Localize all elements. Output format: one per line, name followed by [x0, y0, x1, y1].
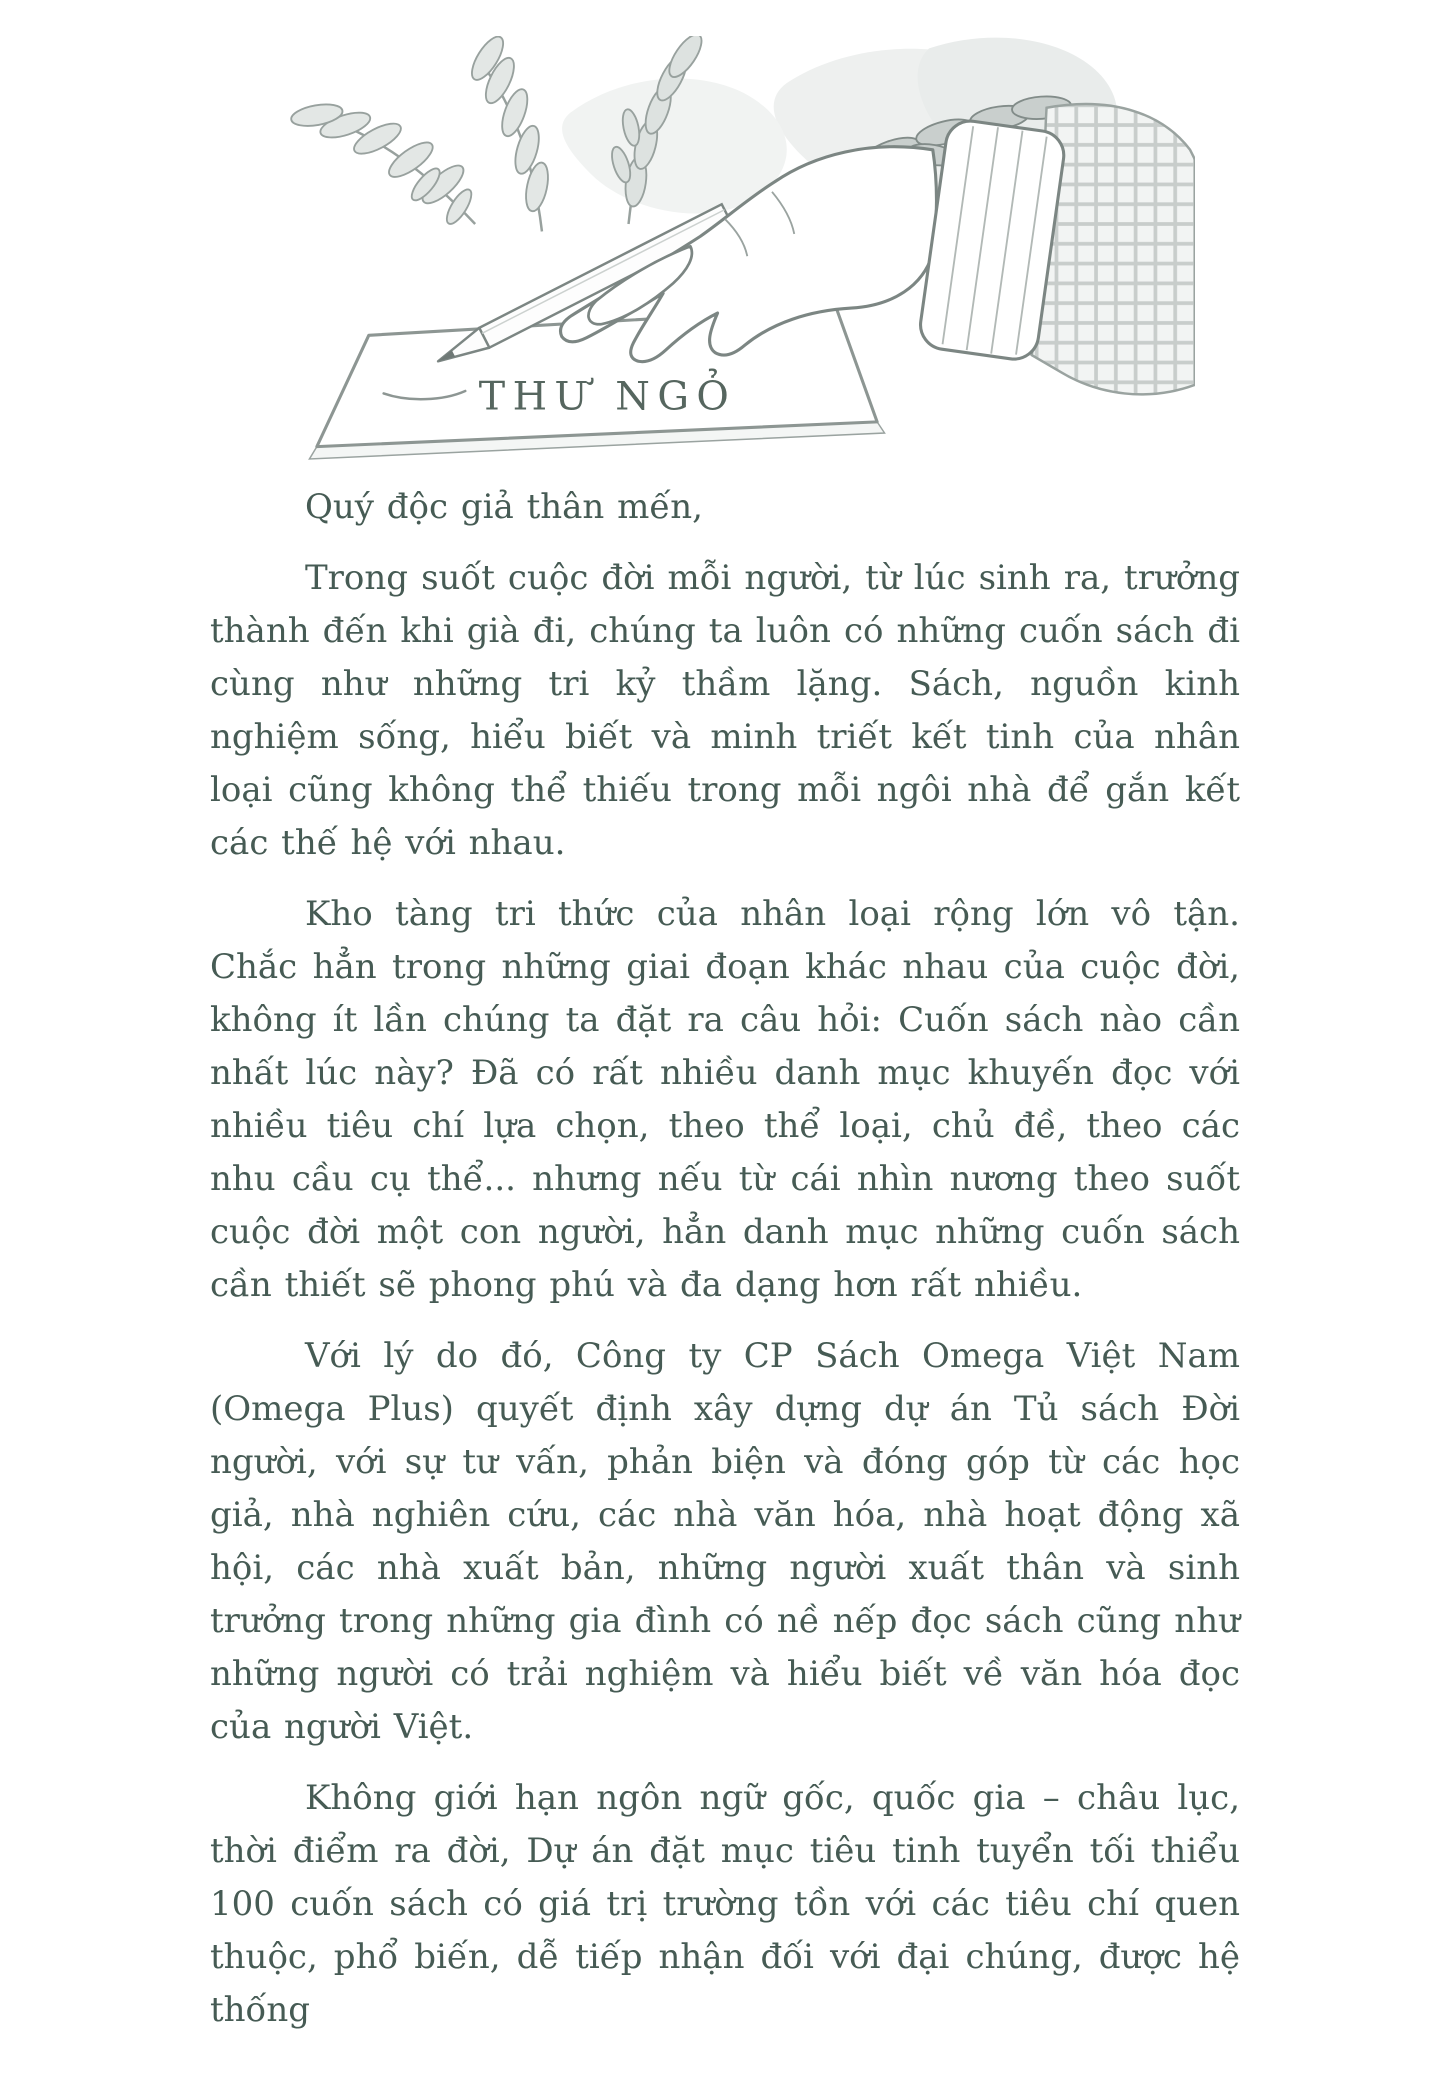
chapter-title: THƯ NGỎ [478, 373, 737, 420]
header-illustration [255, 36, 1195, 463]
paragraph-2: Kho tàng tri thức của nhân loại rộng lớn vô tận. Chắc hẳn trong những giai đoạn khác nhau của cuộc đời, không ít lần chúng ta đặt ra câu hỏi: Cuốn sách nào cần nhất lúc này? Đã có rất nhiều danh mục khuyến đọc với nhiều tiêu chí lựa chọn, theo thể loại, chủ đề, theo các nhu cầu cụ thể... nhưng nếu từ cái nhìn nương theo suốt cuộc đời một con người, hẳn danh mục những cuốn sách cần thiết sẽ phong phú và đa dạng hơn rất nhiều. [210, 893, 1240, 1305]
letter-body [210, 481, 1240, 2037]
paragraph-1: Trong suốt cuộc đời mỗi người, từ lúc sinh ra, trưởng thành đến khi già đi, chúng ta luôn có những cuốn sách đi cùng như những tri kỷ thầm lặng. Sách, nguồn kinh nghiệm sống, hiểu biết và minh triết kết tinh của nhân loại cũng không thể thiếu trong mỗi ngôi nhà để gắn kết các thế hệ với nhau. [210, 557, 1240, 863]
paragraph-3: Với lý do đó, Công ty CP Sách Omega Việt Nam (Omega Plus) quyết định xây dựng dự án Tủ sách Đời người, với sự tư vấn, phản biện và đóng góp từ các học giả, nhà nghiên cứu, các nhà văn hóa, nhà hoạt động xã hội, các nhà xuất bản, những người xuất thân và sinh trưởng trong những gia đình có nề nếp đọc sách cũng như những người có trải nghiệm và hiểu biết về văn hóa đọc của người Việt. [210, 1335, 1240, 1747]
writing-hand-illustration [255, 36, 1195, 463]
salutation: Quý độc giả thân mến, [305, 486, 703, 527]
paragraph-4: Không giới hạn ngôn ngữ gốc, quốc gia – châu lục, thời điểm ra đời, Dự án đặt mục tiêu tinh tuyển tối thiểu 100 cuốn sách có giá trị trường tồn với các tiêu chí quen thuộc, phổ biến, dễ tiếp nhận đối với đại chúng, được hệ thống [210, 1777, 1240, 2030]
